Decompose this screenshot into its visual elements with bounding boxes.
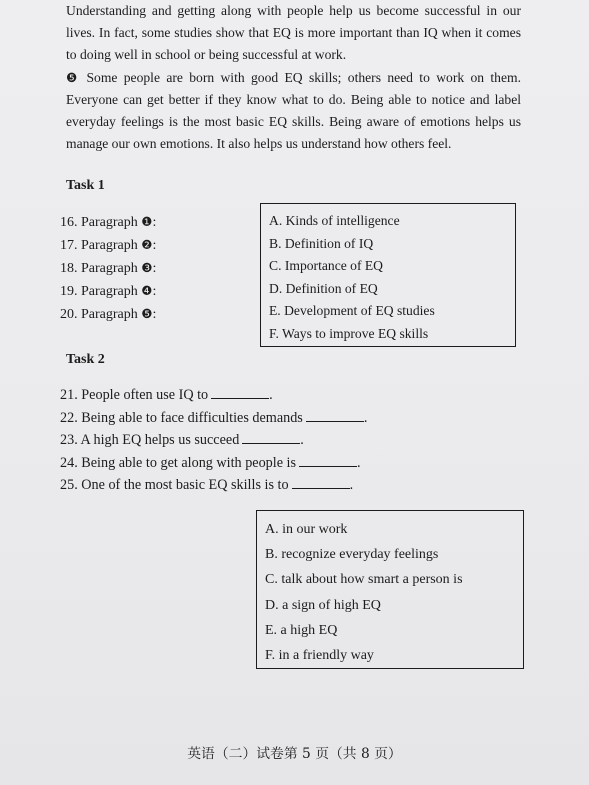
task1-option-d: D. Definition of EQ (269, 280, 378, 296)
task1-question-17 (60, 233, 156, 256)
task1-option-b: B. Definition of IQ (269, 235, 374, 251)
answer-blank (211, 385, 269, 399)
task2-question-23 (60, 429, 367, 452)
task1-question-19 (60, 279, 156, 302)
task1-option-f: F. Ways to improve EQ skills (269, 325, 429, 341)
question-colon: : (152, 238, 157, 253)
question-label: 19. Paragraph (60, 284, 142, 299)
paragraph-4-end: Understanding and getting along with people help us become successful in our lives. In fact, some studies show that EQ is more important than IQ when it comes to doing well in school or being successful at work. (66, 3, 521, 63)
task1-question-list (60, 210, 156, 325)
question-label: 17. Paragraph (60, 238, 142, 253)
task1-option-a: A. Kinds of intelligence (269, 213, 400, 228)
reading-passage (66, 0, 521, 155)
paragraph-5-marker: ❺ (66, 69, 81, 85)
question-colon: : (152, 307, 157, 322)
answer-blank (242, 430, 300, 444)
paragraph-marker: ❸ (141, 260, 153, 275)
question-period: . (300, 432, 304, 449)
task2-heading: Task 2 (66, 352, 105, 367)
task2-question-22 (60, 407, 367, 430)
task2-option-c: C. talk about how smart a person is (265, 572, 463, 588)
task2-option-d: D. a sign of high EQ (265, 597, 381, 613)
paragraph-5 (66, 67, 521, 156)
question-text: 23. A high EQ helps us succeed (60, 432, 240, 449)
task2-question-list (60, 384, 367, 497)
answer-blank (306, 408, 364, 422)
question-label: 18. Paragraph (60, 261, 142, 276)
task2-option-b: B. recognize everyday feelings (265, 547, 439, 563)
question-colon: : (152, 261, 157, 276)
task1-question-18 (60, 256, 156, 279)
paragraph-marker: ❶ (141, 214, 153, 229)
question-period: . (349, 477, 354, 494)
question-period: . (363, 409, 368, 426)
task1-options-box (260, 203, 516, 347)
question-text: 25. One of the most basic EQ skills is to (60, 477, 289, 494)
question-label: 20. Paragraph (60, 307, 142, 322)
task1-heading: Task 1 (66, 178, 105, 193)
task1-option-e: E. Development of EQ studies (269, 303, 435, 318)
answer-blank (299, 453, 357, 467)
paragraph-5-text: Some people are born with good EQ skills; others need to work on them. Everyone can get better if they know what to do. Being able to notice and label everyday feelings is the most basic EQ skills. Being aware of emotions helps us manage our own emotions. It also helps us understand how others feel. (66, 69, 521, 152)
task1-question-16 (60, 210, 156, 233)
question-period: . (269, 387, 273, 403)
task2-question-24 (60, 452, 367, 475)
question-label: 16. Paragraph (60, 215, 142, 230)
question-colon: : (152, 215, 157, 230)
question-period: . (357, 454, 361, 471)
paragraph-marker: ❹ (141, 283, 153, 298)
answer-blank (292, 475, 350, 489)
task2-option-a: A. in our work (265, 522, 348, 537)
question-text: 22. Being able to face difficulties demands (60, 409, 303, 426)
paragraph-marker: ❺ (141, 306, 153, 321)
task2-question-21 (60, 384, 367, 407)
task2-question-25 (60, 474, 367, 497)
question-text: 21. People often use IQ to (60, 387, 209, 403)
page-footer: 英语（二）试卷第 5 页（共 8 页） (187, 746, 402, 762)
task2-option-f: F. in a friendly way (265, 647, 374, 663)
task2-options-box (256, 510, 524, 669)
paragraph-marker: ❷ (141, 237, 153, 252)
task2-option-e: E. a high EQ (265, 622, 338, 638)
task1-option-c: C. Importance of EQ (269, 258, 384, 273)
question-colon: : (152, 284, 157, 299)
task1-question-20 (60, 302, 156, 325)
question-text: 24. Being able to get along with people is (60, 454, 297, 471)
